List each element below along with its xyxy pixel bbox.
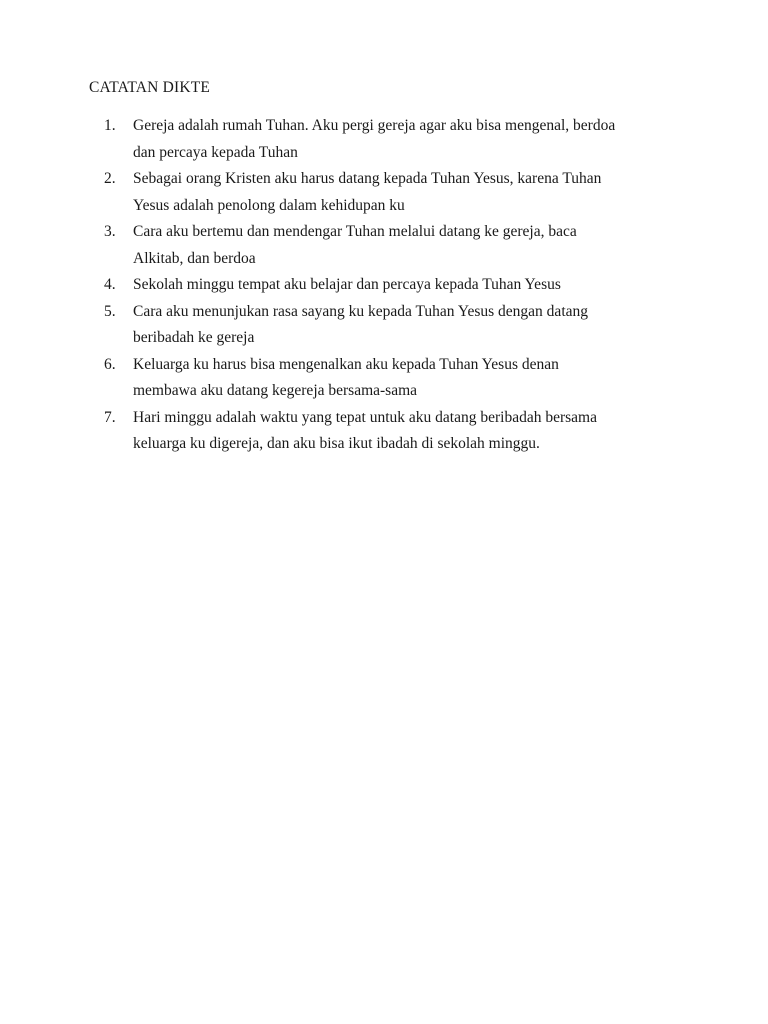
list-item-line: Cara aku menunjukan rasa sayang ku kepada Tuhan Yesus dengan datang — [133, 302, 589, 320]
list-item-line: dan percaya kepada Tuhan — [133, 143, 298, 161]
list-item-number: 6. — [104, 355, 116, 373]
list-item-line: Hari minggu adalah waktu yang tepat untuk aku datang beribadah bersama — [133, 408, 597, 426]
list-item-line: Gereja adalah rumah Tuhan. Aku pergi gereja agar aku bisa mengenal, berdoa — [133, 117, 616, 134]
list-item-line: keluarga ku digereja, dan aku bisa ikut ibadah di sekolah minggu. — [133, 435, 540, 452]
list-item-line: Cara aku bertemu dan mendengar Tuhan melalui datang ke gereja, baca — [133, 223, 577, 240]
list-item-text — [133, 219, 664, 272]
list-item-number: 1. — [104, 117, 116, 134]
list-item-line: membawa aku datang kegereja bersama-sama — [133, 382, 418, 399]
list-item-number: 2. — [104, 170, 116, 187]
list-item-number: 5. — [104, 302, 116, 320]
list-item-text — [133, 272, 664, 299]
list-item-line: Alkitab, dan berdoa — [133, 249, 256, 267]
dictation-list — [104, 113, 664, 458]
list-item — [104, 272, 664, 299]
list-item — [104, 299, 664, 352]
list-item — [104, 405, 664, 458]
list-item-text — [133, 352, 664, 405]
list-item-line: Sekolah minggu tempat aku belajar dan percaya kepada Tuhan Yesus — [133, 276, 561, 293]
list-item-line: Yesus adalah penolong dalam kehidupan ku — [133, 196, 405, 214]
list-item-number: 4. — [104, 276, 116, 293]
list-item — [104, 113, 664, 166]
list-item — [104, 352, 664, 405]
list-item-line: beribadah ke gereja — [133, 329, 255, 346]
list-item-text — [133, 299, 664, 352]
list-item-line: Sebagai orang Kristen aku harus datang kepada Tuhan Yesus, karena Tuhan — [133, 170, 602, 187]
list-item-number: 3. — [104, 223, 116, 240]
list-item — [104, 166, 664, 219]
list-item-text — [133, 113, 664, 166]
list-item-text — [133, 166, 664, 219]
document-title: CATATAN DIKTE — [89, 79, 211, 96]
list-item-text — [133, 405, 664, 458]
list-item — [104, 219, 664, 272]
list-item-number: 7. — [104, 408, 116, 426]
list-item-line: Keluarga ku harus bisa mengenalkan aku kepada Tuhan Yesus denan — [133, 355, 559, 373]
